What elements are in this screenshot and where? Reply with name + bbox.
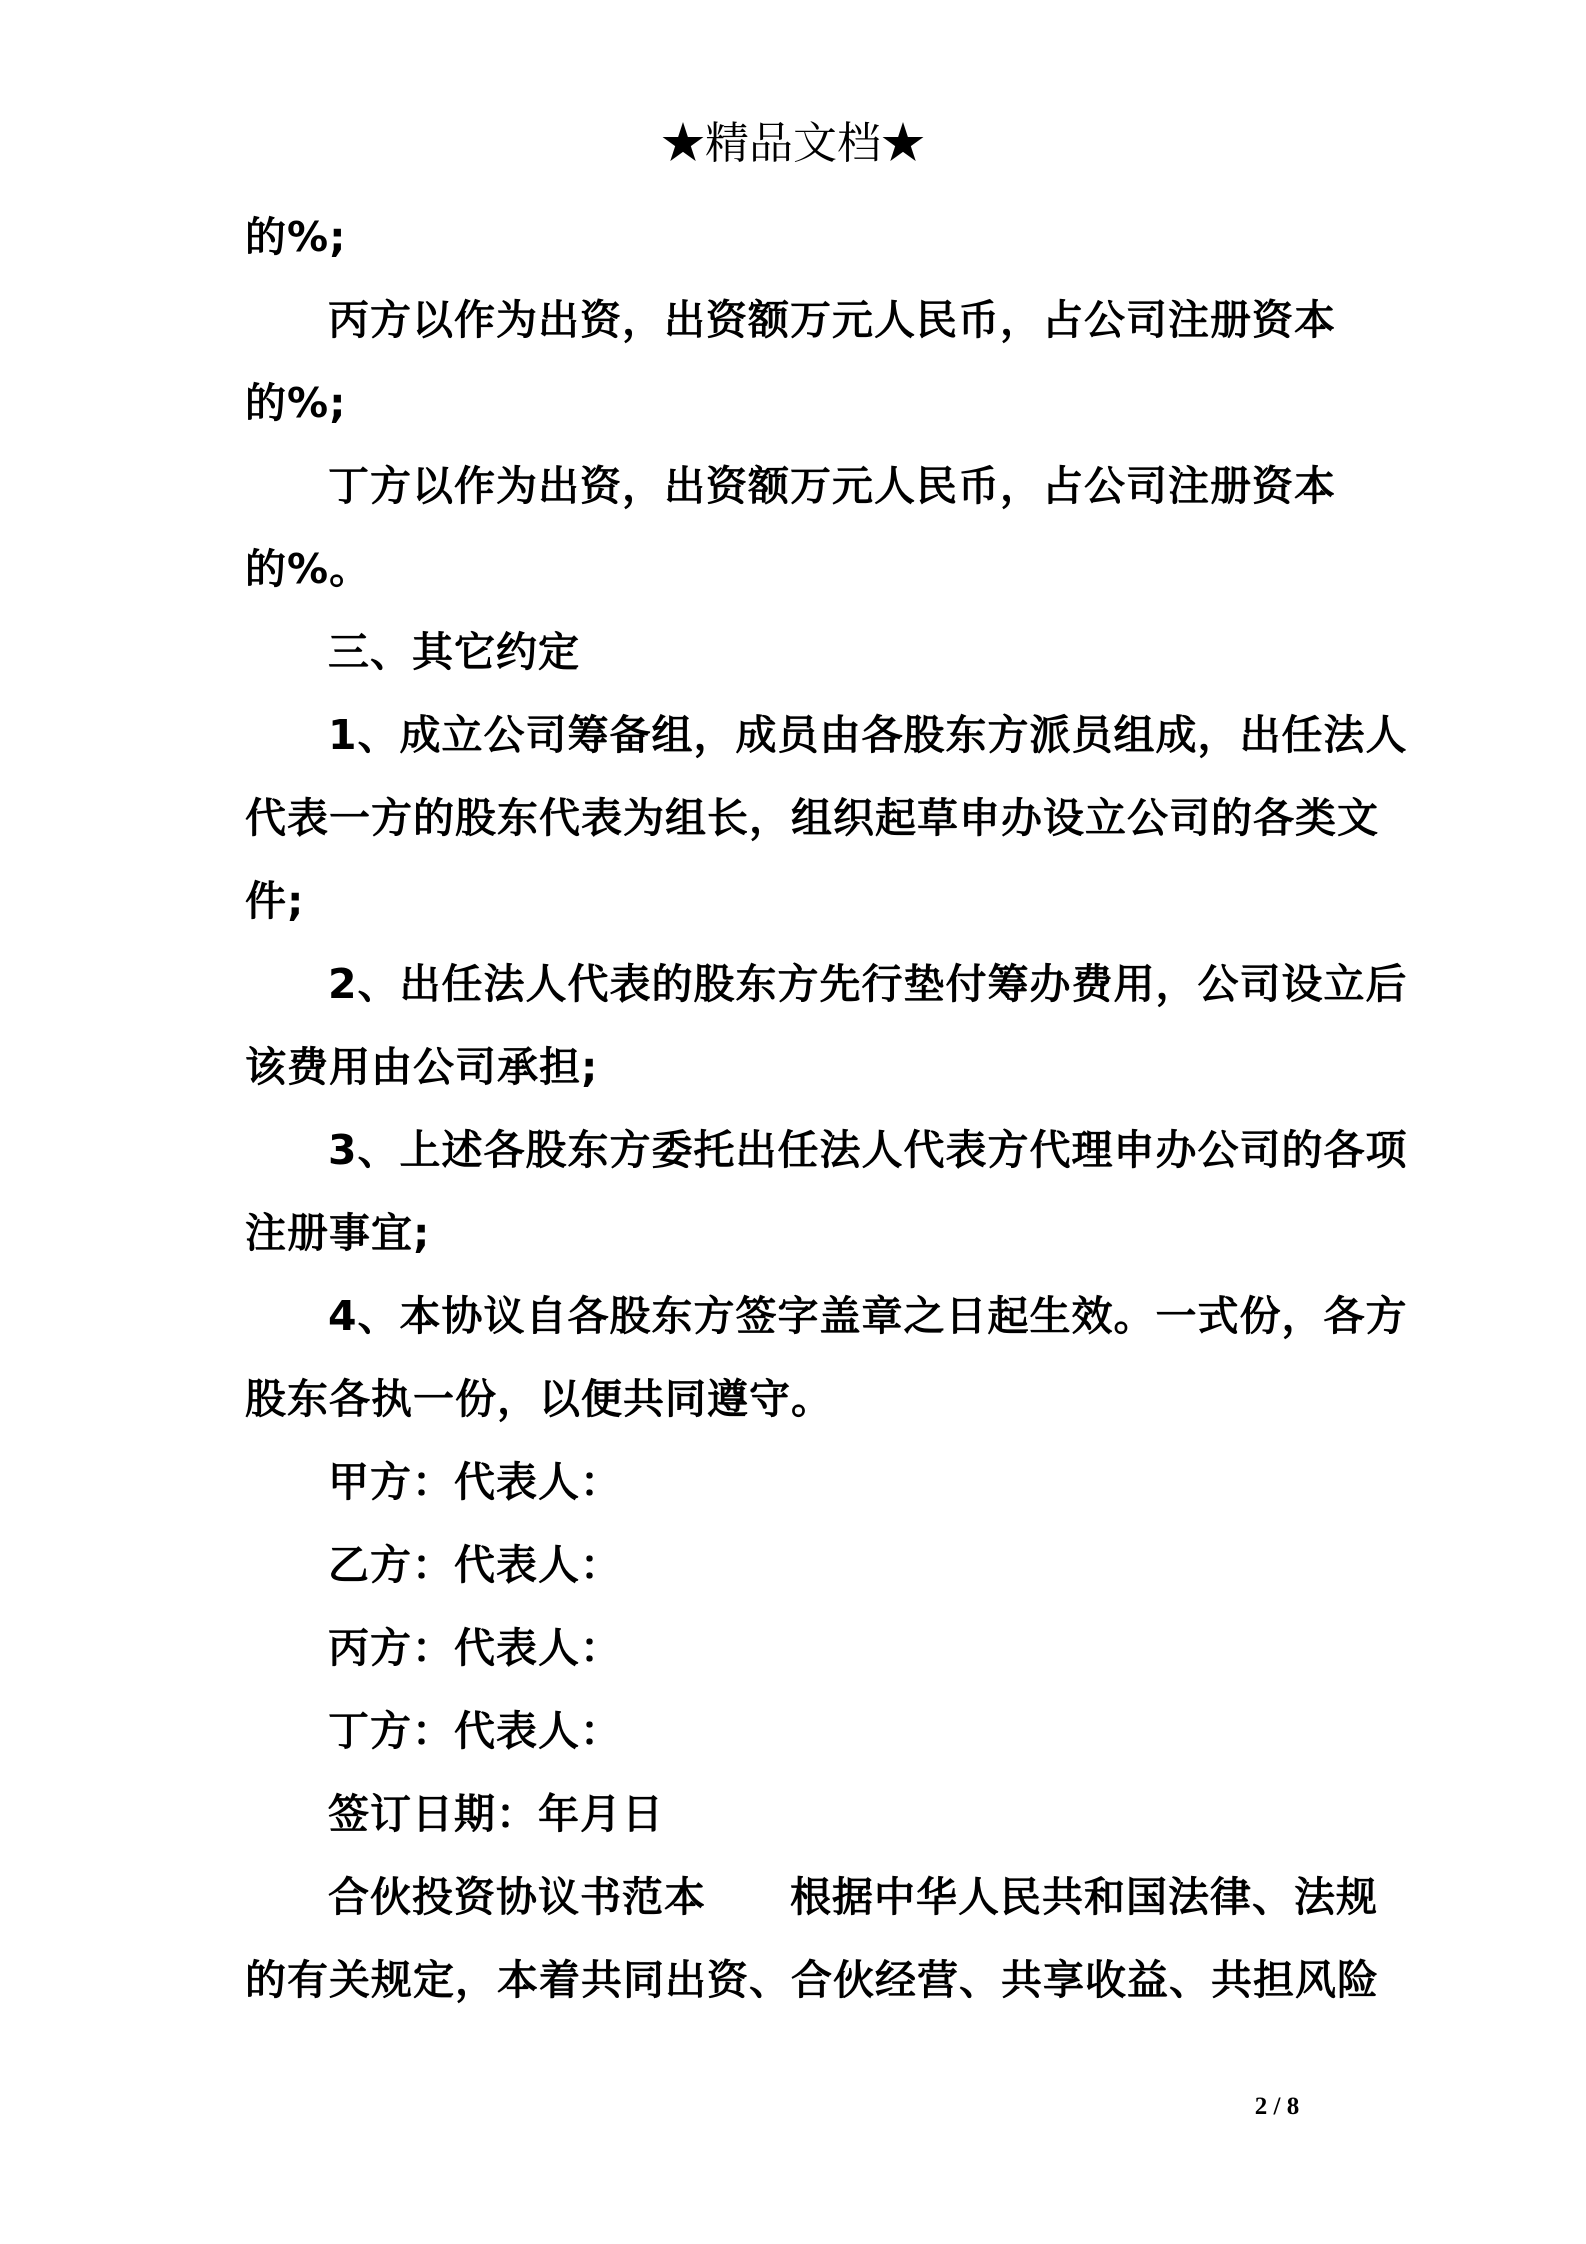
text-line-3: 的%; xyxy=(245,379,347,427)
text-line-last: 的有关规定，本着共同出资、合伙经营、共享收益、共担风险 xyxy=(245,1956,1379,2004)
text-line-15: 股东各执一份，以便共同遵守。 xyxy=(245,1375,833,1423)
intro-line xyxy=(245,1856,1378,1939)
intro-text: 根据中华人民共和国法律、法规 xyxy=(790,1873,1378,1921)
text-line-5: 的%。 xyxy=(245,545,372,593)
text-line-11: 该费用由公司承担; xyxy=(245,1043,599,1091)
section-heading-other-terms: 三、其它约定 xyxy=(328,628,580,676)
text-line-13: 注册事宜; xyxy=(245,1209,431,1257)
text-line-10: 2、出任法人代表的股东方先行垫付筹办费用，公司设立后 xyxy=(328,960,1408,1008)
text-line-2: 丙方以作为出资，出资额万元人民币，占公司注册资本 xyxy=(328,296,1336,344)
signature-party-a: 甲方：代表人： xyxy=(328,1458,622,1506)
text-line-12: 3、上述各股东方委托出任法人代表方代理申办公司的各项 xyxy=(328,1126,1408,1174)
text-line-8: 代表一方的股东代表为组长，组织起草申办设立公司的各类文 xyxy=(245,794,1379,842)
signing-date: 签订日期：年月日 xyxy=(328,1790,664,1838)
signature-party-d: 丁方：代表人： xyxy=(328,1707,622,1755)
document-header: ★精品文档★ xyxy=(661,118,925,169)
text-line-4: 丁方以作为出资，出资额万元人民币，占公司注册资本 xyxy=(328,462,1336,510)
page-number: 2 / 8 xyxy=(1254,2093,1300,2120)
intro-title: 合伙投资协议书范本 xyxy=(328,1873,706,1921)
signature-party-b: 乙方：代表人： xyxy=(328,1541,622,1589)
text-line-1: 的%; xyxy=(245,213,347,261)
text-line-9: 件; xyxy=(245,877,305,925)
signature-party-c: 丙方：代表人： xyxy=(328,1624,622,1672)
text-line-14: 4、本协议自各股东方签字盖章之日起生效。一式份，各方 xyxy=(328,1292,1408,1340)
text-line-7: 1、成立公司筹备组，成员由各股东方派员组成，出任法人 xyxy=(328,711,1408,759)
document-body xyxy=(245,196,1408,2022)
